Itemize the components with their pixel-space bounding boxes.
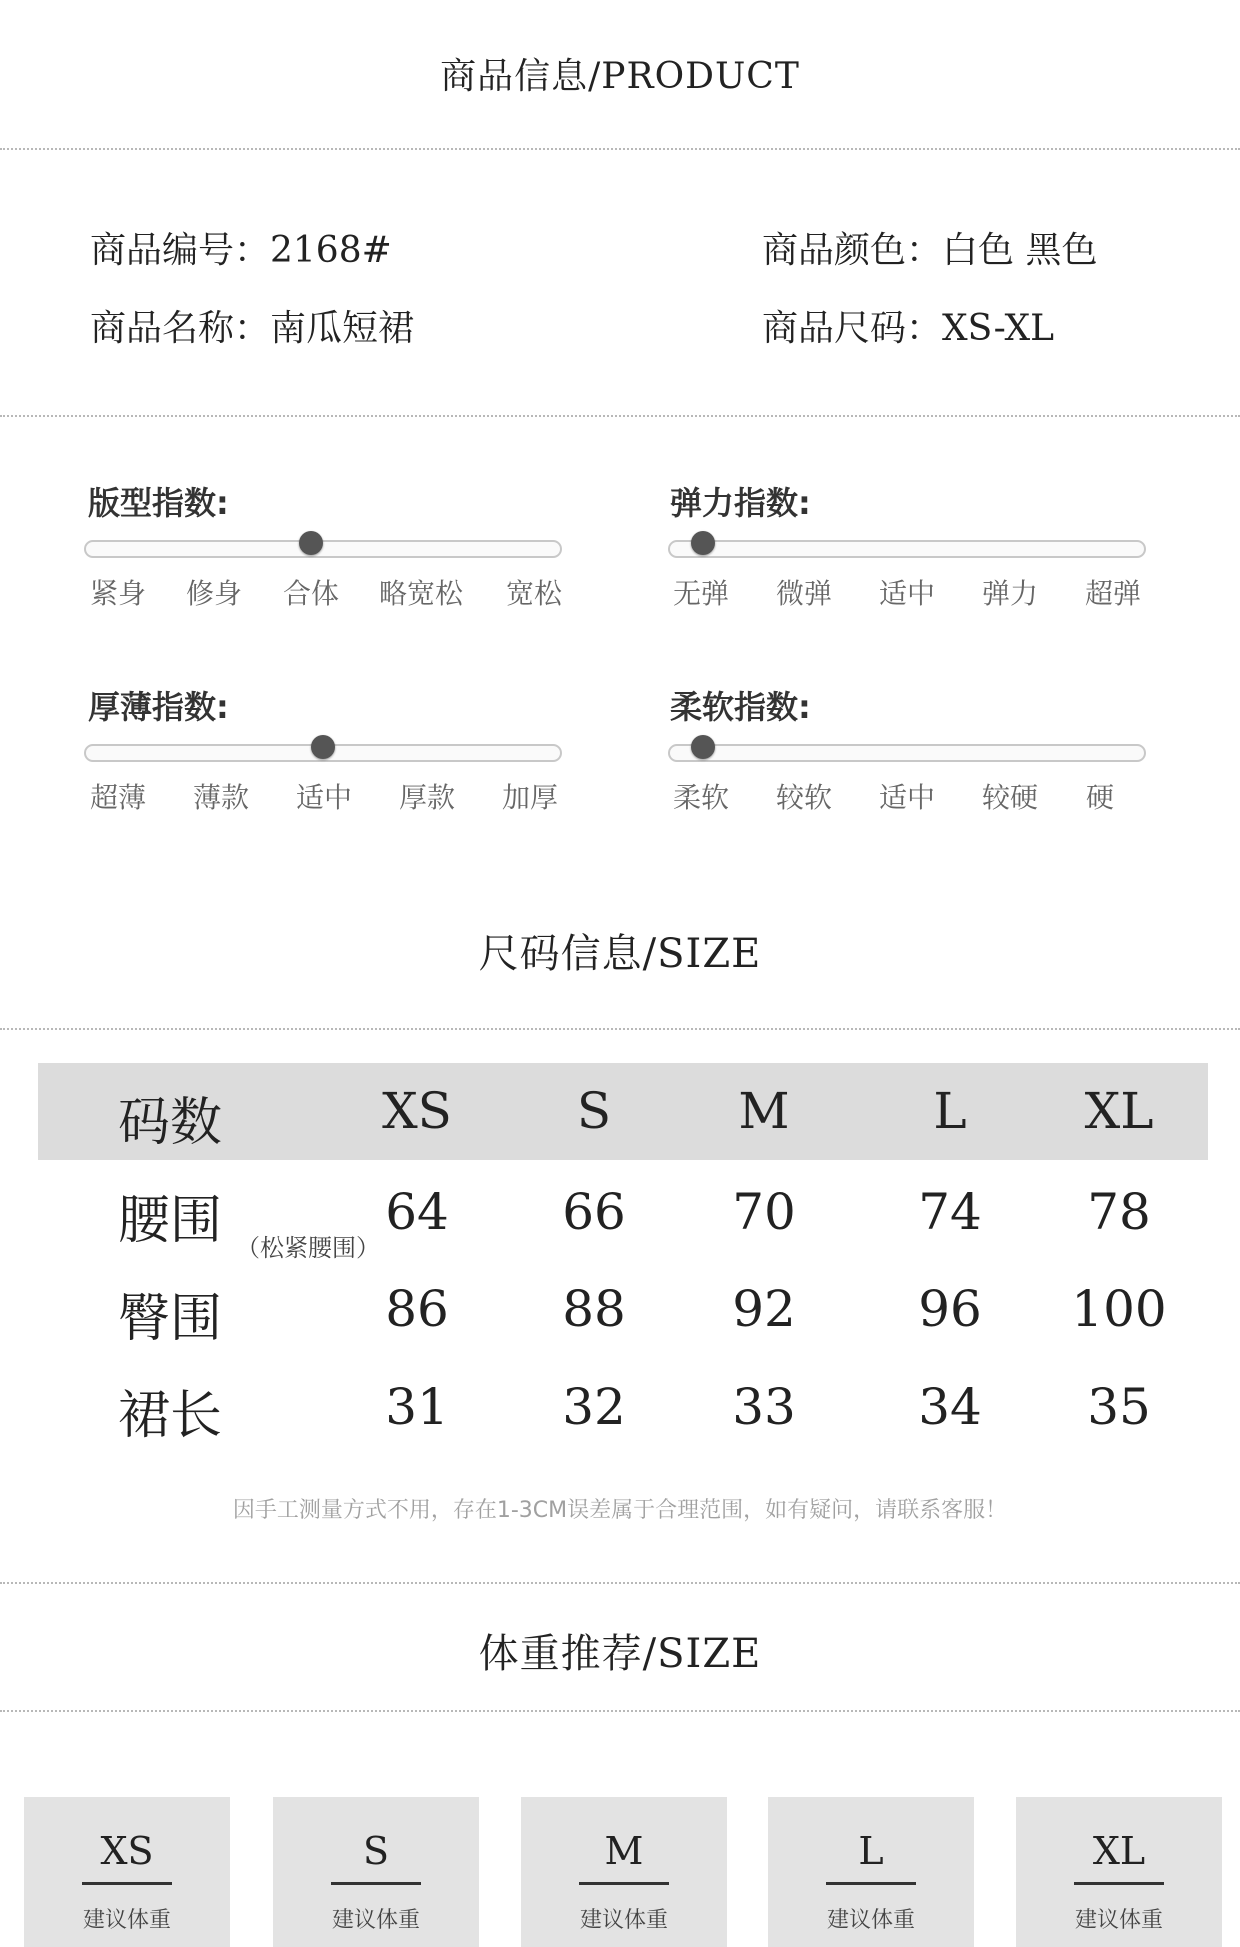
size-cell: 74 xyxy=(918,1183,982,1241)
size-row-name: 腰围 xyxy=(118,1191,223,1251)
size-row-note: （松紧腰围） xyxy=(236,1234,380,1262)
size-cell: 66 xyxy=(562,1183,626,1241)
size-section-title: 尺码信息/SIZE xyxy=(478,931,762,977)
weight-card xyxy=(1016,1797,1222,1947)
weight-section-title: 体重推荐/SIZE xyxy=(478,1631,762,1677)
index-elasticity-option: 超弹 xyxy=(1084,577,1141,610)
index-fit-marker xyxy=(299,531,323,555)
index-thickness-option: 适中 xyxy=(295,781,352,814)
index-thickness-option: 厚款 xyxy=(398,781,455,814)
index-thickness-option: 薄款 xyxy=(192,781,249,814)
index-fit-option: 修身 xyxy=(185,577,242,610)
weight-card-label: 建议体重 xyxy=(1074,1908,1163,1933)
index-thickness-label: 厚薄指数: xyxy=(88,688,229,726)
index-fit-option: 合体 xyxy=(282,577,339,610)
index-elasticity-option: 适中 xyxy=(878,577,935,610)
size-cell: 100 xyxy=(1071,1280,1167,1338)
index-fit-option: 略宽松 xyxy=(378,577,463,610)
size-cell: 33 xyxy=(732,1378,796,1436)
index-elasticity-track xyxy=(668,540,1146,558)
product-section-title: 商品信息/PRODUCT xyxy=(440,56,800,97)
index-fit-label: 版型指数: xyxy=(88,484,229,522)
weight-card-underline xyxy=(331,1882,421,1885)
size-cell: 86 xyxy=(385,1280,449,1338)
index-softness-option: 柔软 xyxy=(672,781,729,814)
size-table-header-cell: XS xyxy=(382,1082,452,1140)
measurement-note: 因手工测量方式不用，存在1-3CM误差属于合理范围，如有疑问，请联系客服！ xyxy=(232,1498,1008,1523)
weight-card-underline xyxy=(1074,1882,1164,1885)
size-cell: 64 xyxy=(385,1183,449,1241)
divider xyxy=(0,415,1240,417)
weight-card-label: 建议体重 xyxy=(82,1908,171,1933)
index-thickness-option: 超薄 xyxy=(89,781,146,814)
size-table-header-cell: L xyxy=(933,1082,967,1140)
index-thickness-option: 加厚 xyxy=(501,781,558,814)
size-cell: 96 xyxy=(918,1280,982,1338)
weight-card xyxy=(521,1797,727,1947)
size-cell: 70 xyxy=(732,1183,796,1241)
weight-card xyxy=(24,1797,230,1947)
size-cell: 32 xyxy=(562,1378,626,1436)
divider xyxy=(0,1582,1240,1584)
product-size-range: 商品尺码：XS-XL xyxy=(762,308,1055,349)
weight-card-size: S xyxy=(362,1829,390,1873)
weight-card-underline xyxy=(82,1882,172,1885)
divider xyxy=(0,1710,1240,1712)
size-table-header-cell: M xyxy=(738,1082,790,1140)
index-softness-track xyxy=(668,744,1146,762)
index-fit-option: 宽松 xyxy=(505,577,562,610)
weight-card-underline xyxy=(579,1882,669,1885)
index-thickness-marker xyxy=(311,735,335,759)
index-softness-marker xyxy=(691,735,715,759)
index-elasticity-option: 无弹 xyxy=(672,577,729,610)
weight-card-label: 建议体重 xyxy=(579,1908,668,1933)
index-softness-option: 硬 xyxy=(1085,781,1114,814)
weight-card xyxy=(768,1797,974,1947)
size-table-header-cell: XL xyxy=(1084,1082,1154,1140)
index-softness-option: 适中 xyxy=(878,781,935,814)
index-fit-option: 紧身 xyxy=(89,577,146,610)
size-row-name: 臀围 xyxy=(118,1289,223,1349)
weight-card-size: L xyxy=(858,1829,884,1873)
weight-card-size: M xyxy=(604,1829,644,1873)
size-cell: 88 xyxy=(562,1280,626,1338)
index-softness-option: 较硬 xyxy=(981,781,1038,814)
size-cell: 78 xyxy=(1087,1183,1151,1241)
divider xyxy=(0,1028,1240,1030)
product-name: 商品名称：南瓜短裙 xyxy=(90,308,415,349)
index-elasticity-option: 弹力 xyxy=(981,577,1038,610)
size-cell: 92 xyxy=(732,1280,796,1338)
weight-card-size: XL xyxy=(1092,1829,1146,1873)
weight-card-label: 建议体重 xyxy=(826,1908,915,1933)
size-cell: 31 xyxy=(385,1378,449,1436)
product-code: 商品编号：2168# xyxy=(90,230,392,271)
index-softness-option: 较软 xyxy=(775,781,832,814)
weight-card-underline xyxy=(826,1882,916,1885)
size-table-header-label: 码数 xyxy=(118,1093,223,1153)
size-row-name: 裙长 xyxy=(118,1386,223,1446)
index-softness-label: 柔软指数: xyxy=(670,688,811,726)
weight-card-size: XS xyxy=(100,1829,154,1873)
weight-card xyxy=(273,1797,479,1947)
index-fit-track xyxy=(84,540,562,558)
weight-card-label: 建议体重 xyxy=(331,1908,420,1933)
size-table-header-cell: S xyxy=(576,1082,612,1140)
product-color: 商品颜色：白色 黑色 xyxy=(762,230,1098,271)
divider xyxy=(0,148,1240,150)
size-cell: 34 xyxy=(918,1378,982,1436)
index-elasticity-option: 微弹 xyxy=(775,577,832,610)
size-cell: 35 xyxy=(1087,1378,1151,1436)
index-elasticity-label: 弹力指数: xyxy=(670,484,811,522)
index-elasticity-marker xyxy=(691,531,715,555)
